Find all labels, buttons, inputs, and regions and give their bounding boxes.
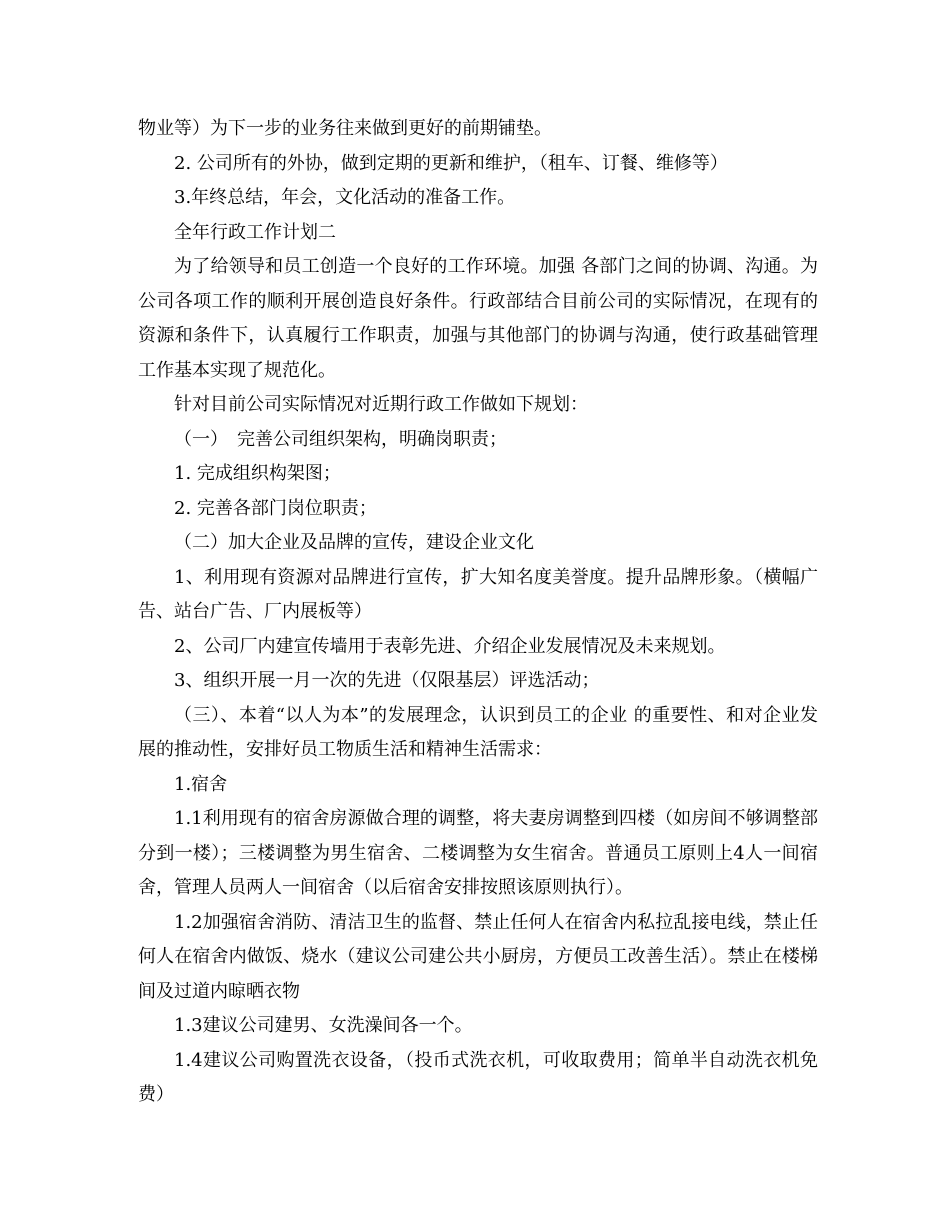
subsection-heading: 1.宿舍 [174,773,228,795]
list-item: 1.1利用现有的宿舍房源做合理的调整，将夫妻房调整到四楼（如房间不够调整部分到一楼）；三楼调整为男生宿舍、二楼调整为女生宿舍。普通员工原则上4人一间宿舍，管理人员两人一间宿舍（以后宿舍安排按照该原则执行）。 [138,808,818,898]
paragraph-2: 2. 公司所有的外协，做到定期的更新和维护，（租车、订餐、维修等） [174,152,728,174]
list-item: 1.3建议公司建男、女洗澡间各一个。 [174,1015,473,1036]
paragraph-3: 3.年终总结，年会，文化活动的准备工作。 [174,187,516,208]
paragraph-intro: 为了给领导和员工创造一个良好的工作环境。加强 各部门之间的协调、沟通。为公司各项工作的顺利开展创造良好条件。行政部结合目前公司的实际情况，在现有的资源和条件下，认真履行工作职责，加强与其他部门的协调与沟通，使行政基础管理工作基本实现了规范化。 [138,256,818,381]
section-1-heading: （一） 完善公司组织架构，明确岗职责； [174,428,507,450]
list-item: 2、公司厂内建宣传墙用于表彰先进、介绍企业发展情况及未来规划。 [174,635,726,657]
list-item: 1、利用现有资源对品牌进行宣传，扩大知名度美誉度。提升品牌形象。（横幅广告、站台广告、厂内展板等） [138,566,818,622]
list-item: 2. 完善各部门岗位职责； [174,497,377,519]
section-3-heading: （三）、本着“以人为本”的发展理念，认识到员工的企业 的重要性、和对企业发展的推动性，安排好员工物质生活和精神生活需求： [138,704,818,760]
paragraph-plan: 针对目前公司实际情况对近期行政工作做如下规划： [174,394,588,415]
paragraph-1: 物业等）为下一步的业务往来做到更好的前期铺垫。 [138,118,552,139]
list-item: 1. 完成组织构架图； [174,463,341,484]
list-item: 1.4建议公司购置洗衣设备，（投币式洗衣机，可收取费用；简单半自动洗衣机免费） [138,1049,818,1105]
section-2-heading: （二）加大企业及品牌的宣传，建设企业文化 [174,532,534,553]
list-item: 3、组织开展一月一次的先进（仅限基层）评选活动； [174,670,600,691]
list-item: 1.2加强宿舍消防、清洁卫生的监督、禁止任何人在宿舍内私拉乱接电线，禁止任何人在宿舍内做饭、烧水（建议公司建公共小厨房，方便员工改善生活）。禁止在楼梯间及过道内晾晒衣物 [138,911,818,1002]
document-body [138,112,818,1113]
section-heading: 全年行政工作计划二 [174,221,336,243]
